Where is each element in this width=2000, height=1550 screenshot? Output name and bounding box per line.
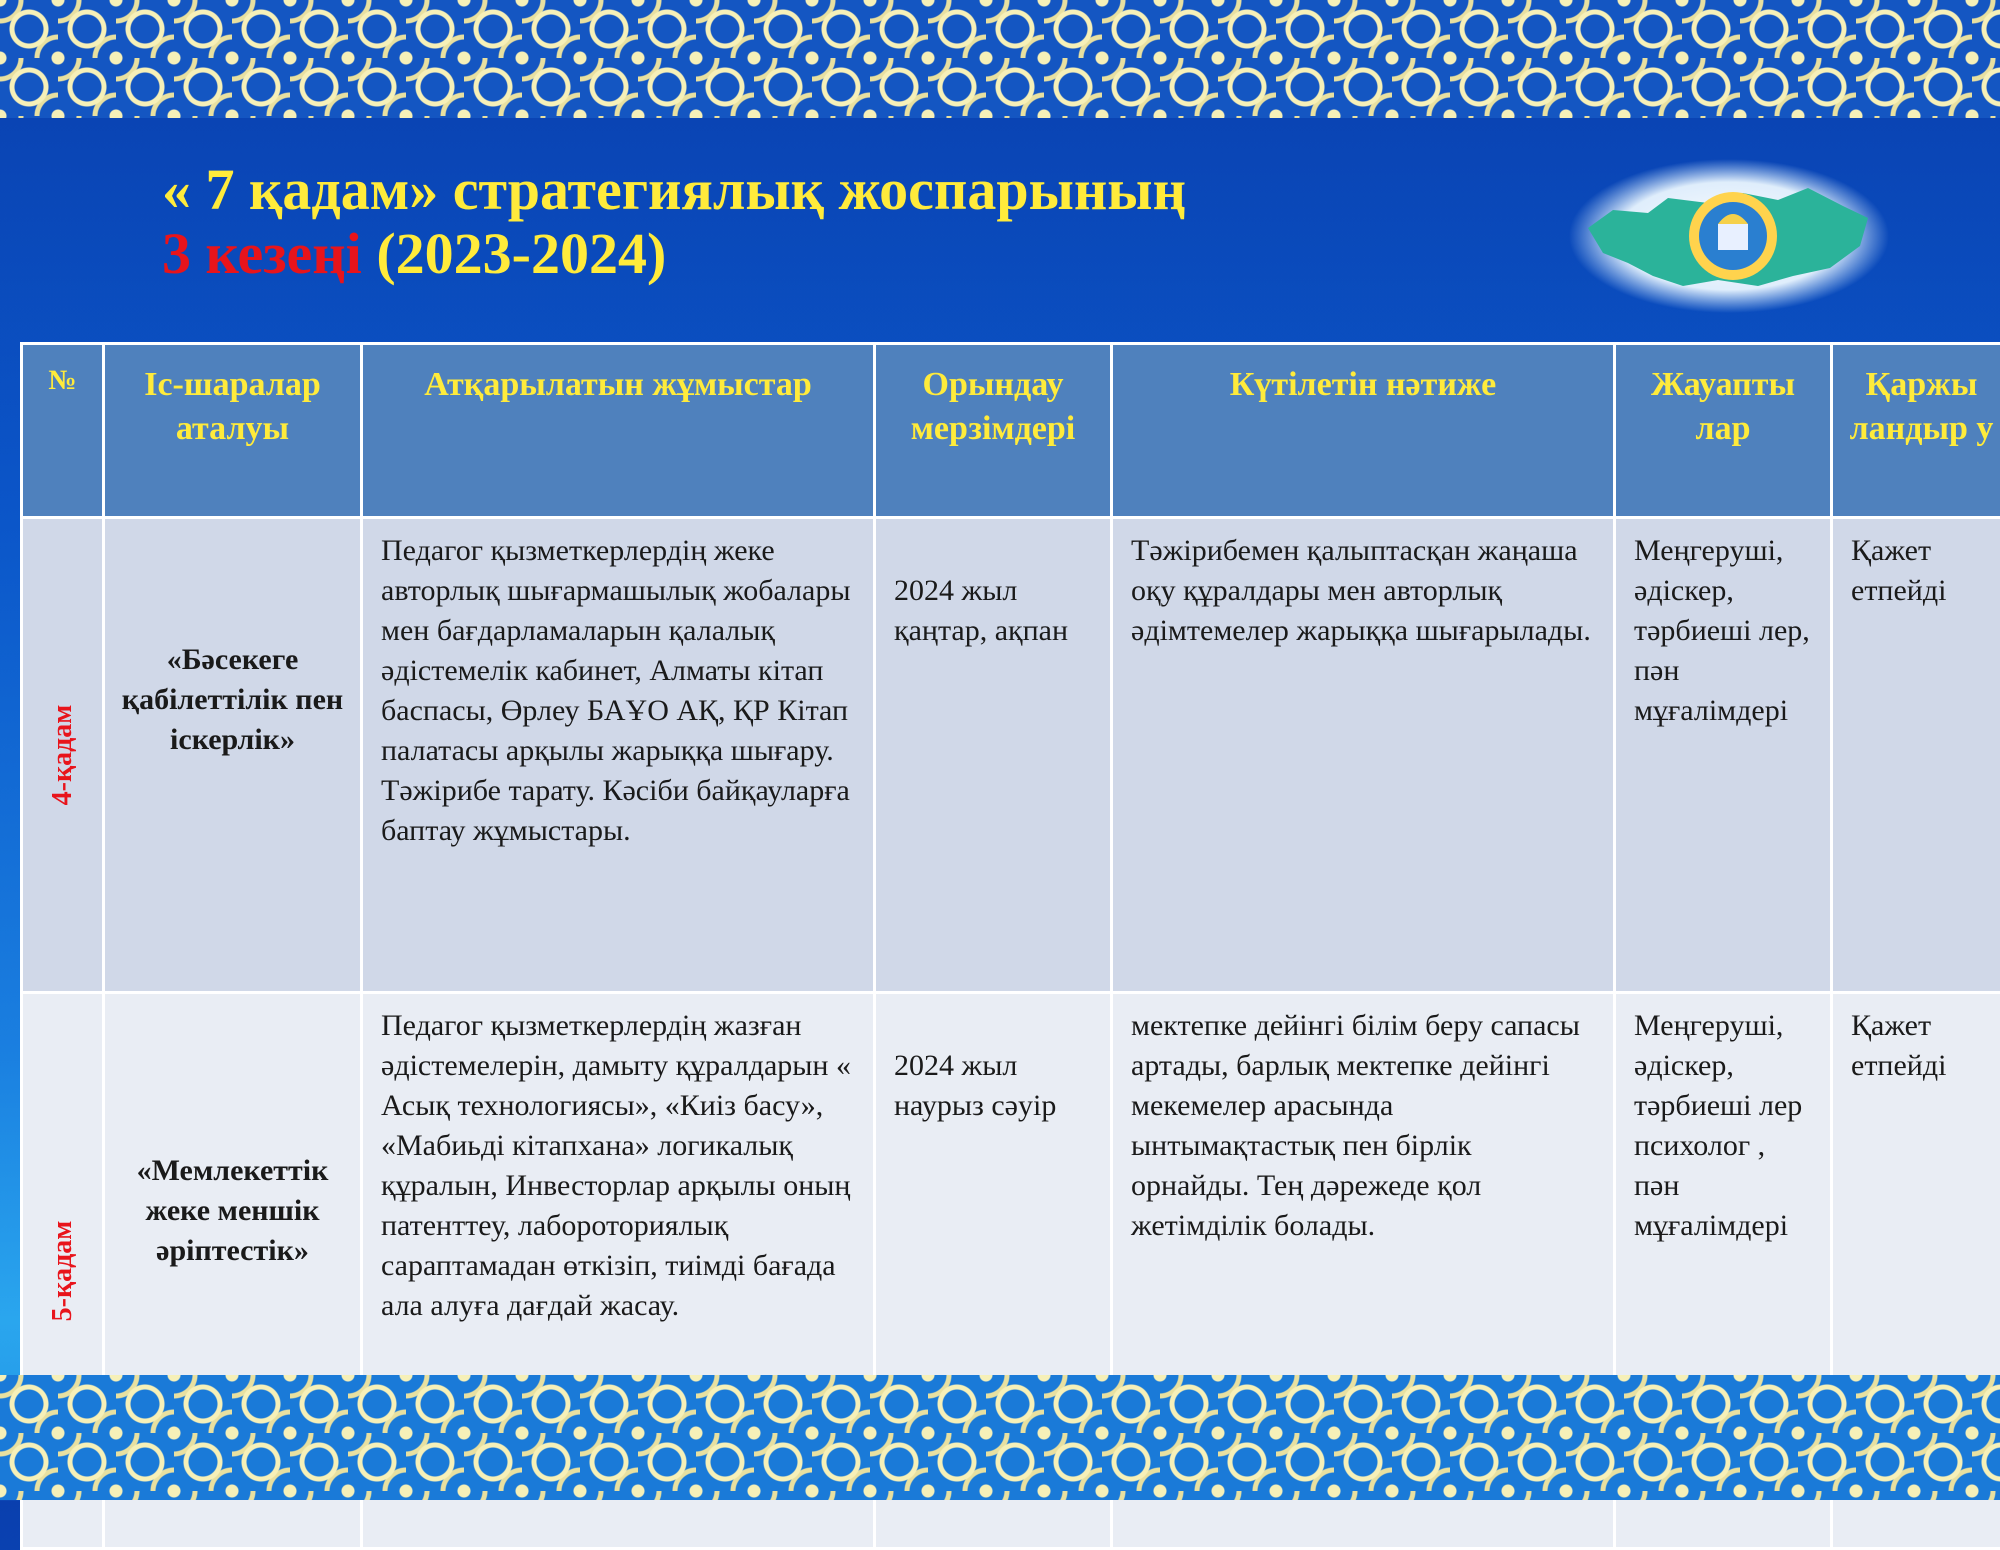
table-header-row [22, 344, 2000, 518]
top-ornament-border [0, 0, 2000, 118]
responsible-cell: Меңгеруші, әдіскер, тәрбиеші лер, пән мұғалімдері [1615, 518, 1832, 993]
table-row [22, 518, 2000, 993]
works-cell: Педагог қызметкерлердің жеке авторлық шығармашылық жобалары мен бағдарламаларын қалалық әдістемелік кабинет, Алматы кітап баспасы, Өрлеу БАҰО АҚ, ҚР Кітап палатасы арқылы жарыққа шығару. Тәжірибе тарату. Кәсіби байқауларға баптау жұмыстары. [362, 518, 875, 993]
event-name-cell: «Бәсекеге қабілеттілік пен іскерлік» [104, 518, 362, 993]
title-stage-label: 3 кезеңі [162, 221, 362, 286]
header-deadline: Орындау мерзімдері [875, 344, 1112, 518]
header-event-name: Іс-шаралар аталуы [104, 344, 362, 518]
works-cell: Педагог қызметкерлердің жазған әдістемелерін, дамыту құралдарын « Асық технологиясы», «Киіз басу», «Мабиьді кітапхана» логикалық құралын, Инвесторлар арқылы оның патенттеу, лабороториялық сараптамадан өткізіп, тиімді бағада ала алуға дағдай жасау. [362, 993, 875, 1549]
kazakhstan-map-emblem-icon [1568, 158, 1890, 314]
header-number: № [22, 344, 104, 518]
bottom-ornament-border [0, 1375, 2000, 1500]
responsible-cell: Меңгеруші, әдіскер, тәрбиеші лер психолог , пән мұғалімдері [1615, 993, 1832, 1549]
deadline-cell: 2024 жыл қаңтар, ақпан [875, 518, 1112, 993]
strategic-plan-table [20, 342, 2000, 1550]
slide-title [162, 158, 1186, 286]
funding-cell: Қажет етпейді [1832, 518, 2000, 993]
step-label: 5-қадам [43, 1220, 83, 1321]
header-expected-result: Күтілетін нәтиже [1112, 344, 1615, 518]
deadline-cell: 2024 жыл наурыз сәуір [875, 993, 1112, 1549]
result-cell: Тәжірибемен қалыптасқан жаңаша оқу құралдары мен авторлық әдімтемелер жарыққа шығарылады. [1112, 518, 1615, 993]
title-line-1: « 7 қадам» стратегиялық жоспарының [162, 157, 1186, 222]
header-funding: Қаржы ландыр у [1832, 344, 2000, 518]
event-name-cell: «Мемлекеттік жеке меншік әріптестік» [104, 993, 362, 1549]
funding-cell: Қажет етпейді [1832, 993, 2000, 1549]
header-responsible: Жауапты лар [1615, 344, 1832, 518]
step-cell [22, 518, 104, 993]
header-works: Атқарылатын жұмыстар [362, 344, 875, 518]
step-label: 4-қадам [43, 705, 83, 806]
title-years: (2023-2024) [362, 221, 666, 286]
result-cell: мектепке дейінгі білім беру сапасы артады, барлық мектепке дейінгі мекемелер арасында ынтымақтастық пен бірлік орнайды. Тең дәрежеде қол жетімділік болады. [1112, 993, 1615, 1549]
